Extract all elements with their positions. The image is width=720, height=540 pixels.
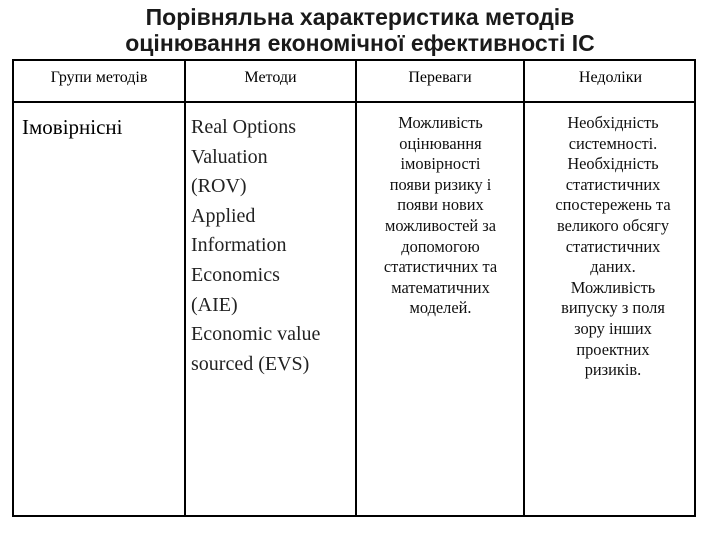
disadvantages-line: системності. (568, 133, 658, 153)
disadvantages-line: статистичних (565, 174, 661, 194)
methods-line: (AIE) (191, 293, 238, 316)
advantages-line: оцінювання (399, 133, 482, 153)
methods-line: Economics (191, 263, 280, 286)
cell-methods (191, 113, 353, 379)
title-line-2: оцінювання економічної ефективності ІС (125, 30, 595, 56)
disadvantages-line: Необхідність (567, 154, 659, 174)
disadvantages-line: ризиків. (584, 360, 642, 380)
header-methods: Методи (244, 69, 297, 86)
advantages-line: появи ризику і (389, 174, 492, 194)
header-divider (14, 101, 694, 103)
header-disadvantages: Недоліки (578, 69, 643, 86)
advantages-line: статистичних та (383, 257, 498, 277)
advantages-line: можливостей за (385, 215, 496, 235)
methods-line: Real Options (191, 116, 296, 138)
methods-line: (ROV) (191, 175, 247, 198)
advantages-line: допомогою (401, 236, 480, 256)
disadvantages-line: Необхідність (567, 113, 659, 132)
methods-line: sourced (EVS) (191, 352, 310, 375)
disadvantages-line: статистичних (565, 236, 661, 256)
disadvantages-line: даних. (590, 257, 636, 277)
header-advantages: Переваги (408, 69, 472, 86)
comparison-table (12, 59, 696, 517)
cell-disadvantages (532, 113, 694, 381)
cell-advantages (360, 113, 521, 319)
advantages-line: появи нових (397, 195, 484, 215)
methods-line: Economic value (191, 323, 321, 346)
disadvantages-line: Можливість (570, 277, 656, 297)
methods-line: Valuation (191, 145, 268, 168)
disadvantages-line: великого обсягу (556, 215, 670, 235)
disadvantages-line: спостережень та (555, 195, 671, 215)
methods-line: Information (191, 234, 287, 257)
cell-method-group: Імовірнісні (22, 115, 123, 139)
advantages-line: Можливість (398, 113, 483, 132)
column-divider-1 (184, 61, 186, 515)
advantages-line: імовірності (400, 154, 481, 174)
column-divider-2 (355, 61, 357, 515)
header-method-groups: Групи методів (50, 69, 148, 86)
disadvantages-line: зору інших (574, 318, 652, 338)
disadvantages-line: проектних (576, 339, 650, 359)
advantages-line: математичних (391, 277, 490, 297)
disadvantages-line: випуску з поля (561, 298, 665, 318)
column-divider-3 (523, 61, 525, 515)
page-title (40, 4, 680, 56)
title-line-1: Порівняльна характеристика методів (145, 4, 575, 30)
methods-line: Applied (191, 204, 256, 227)
advantages-line: моделей. (409, 298, 472, 318)
